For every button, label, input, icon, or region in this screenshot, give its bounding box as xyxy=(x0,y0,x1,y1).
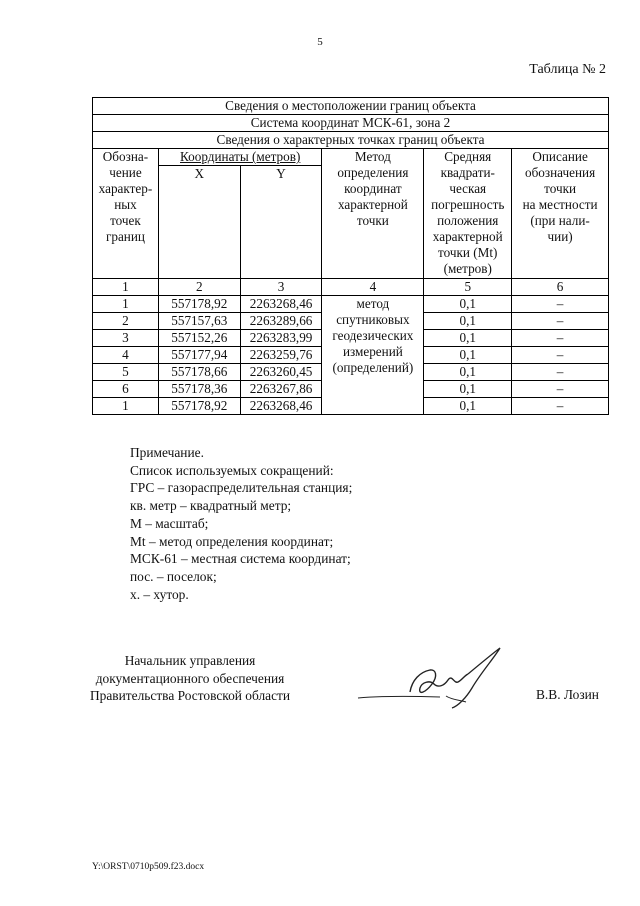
note-line: МСК-61 – местная система координат; xyxy=(130,551,351,567)
signatory-name: В.В. Лозин xyxy=(536,687,599,702)
note-line: М – масштаб; xyxy=(130,515,209,531)
table-title-location: Сведения о местоположении границ объекта xyxy=(93,98,609,115)
boundary-points-table xyxy=(92,97,609,415)
header-coordinates: Координаты (метров) xyxy=(158,149,322,166)
table-row: 5 557178,66 2263260,45 0,1 – xyxy=(93,364,609,381)
table-row: 2 557157,63 2263289,66 0,1 – xyxy=(93,313,609,330)
header-method: Метод определения координат характерной точки xyxy=(322,149,424,279)
header-x: X xyxy=(158,166,240,279)
method-cell: метод спутниковых геодезических измерений (определений) xyxy=(322,296,424,415)
table-title-coordinate-system: Система координат МСК-61, зона 2 xyxy=(93,115,609,132)
table-row: 4 557177,94 2263259,76 0,1 – xyxy=(93,347,609,364)
note-line: х. – хутор. xyxy=(130,586,189,602)
file-path: Y:\ORST\0710p509.f23.docx xyxy=(92,862,205,872)
header-y: Y xyxy=(240,166,322,279)
table-label: Таблица № 2 xyxy=(529,62,606,77)
page-number: 5 xyxy=(317,36,323,48)
abbreviations-note xyxy=(130,444,352,603)
table-row: 3 557152,26 2263283,99 0,1 – xyxy=(93,330,609,347)
column-numbers-row: 1 2 3 4 5 6 xyxy=(93,279,609,296)
table-title-points: Сведения о характерных точках границ объекта xyxy=(93,132,609,149)
header-point-designation: Обозна- чение характер- ных точек границ xyxy=(93,149,159,279)
note-line: Mt – метод определения координат; xyxy=(130,533,334,549)
table-row: 1 557178,92 2263268,46 0,1 – xyxy=(93,398,609,415)
handwritten-signature xyxy=(340,640,510,720)
signatory-title: Начальник управления документационного обеспечения Правительства Ростовской области xyxy=(90,653,291,704)
header-mean-error: Средняя квадрати- ческая погрешность положения характерной точки (Mt) (метров) xyxy=(424,149,512,279)
header-description: Описание обозначения точки на местности (при нали- чии) xyxy=(512,149,609,279)
table-row: 1 557178,92 2263268,46 метод спутниковых геодезических измерений (определений) 0,1 – xyxy=(93,296,609,313)
note-line: пос. – поселок; xyxy=(130,568,217,584)
note-line: кв. метр – квадратный метр; xyxy=(130,498,292,514)
note-line: Список используемых сокращений: xyxy=(130,462,334,478)
note-line: ГРС – газораспределительная станция; xyxy=(130,480,353,496)
note-heading: Примечание. xyxy=(130,445,204,460)
table-row: 6 557178,36 2263267,86 0,1 – xyxy=(93,381,609,398)
